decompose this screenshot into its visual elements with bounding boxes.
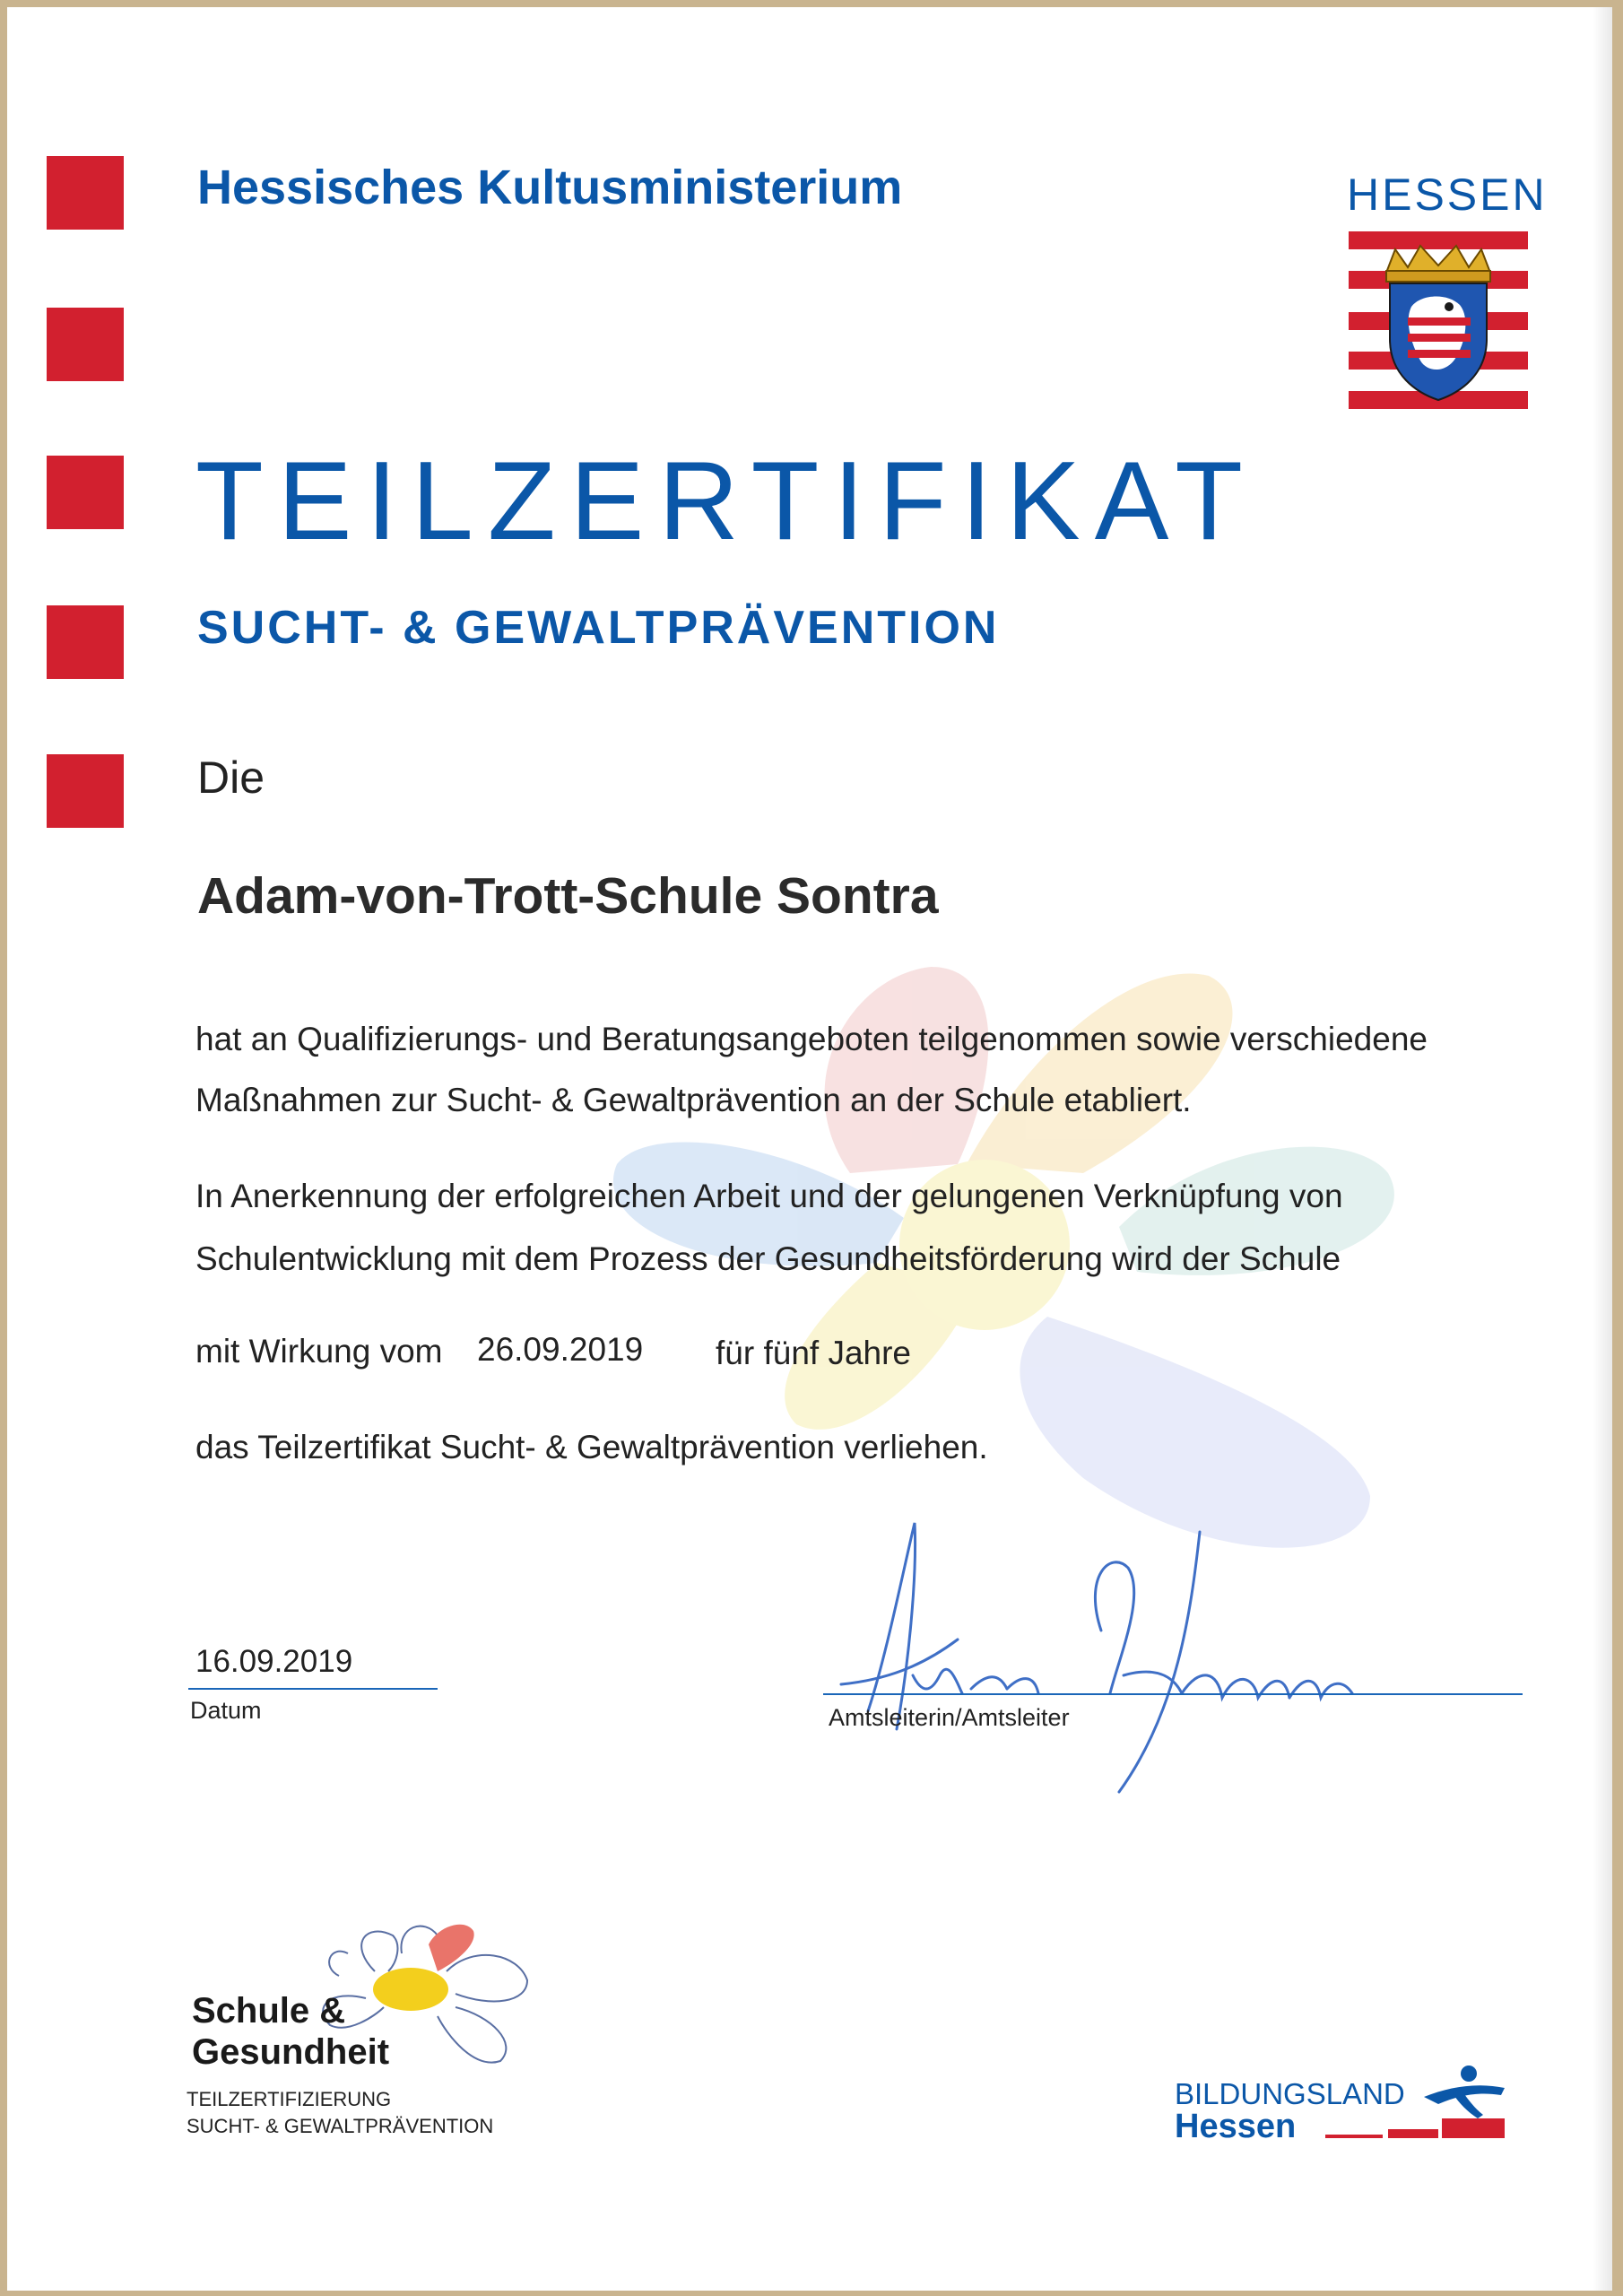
date-line bbox=[188, 1688, 438, 1690]
effective-prefix: mit Wirkung vom bbox=[195, 1333, 443, 1370]
red-square-1 bbox=[47, 156, 124, 230]
hessen-coat-of-arms-icon bbox=[1349, 231, 1528, 409]
logo-sub1: TEILZERTIFIZIERUNG bbox=[187, 2088, 392, 2110]
issue-date: 16.09.2019 bbox=[195, 1644, 353, 1679]
signer-label: Amtsleiterin/Amtsleiter bbox=[829, 1704, 1070, 1731]
red-square-5 bbox=[47, 754, 124, 828]
certificate-sheet bbox=[7, 7, 1612, 2291]
school-name: Adam-von-Trott-Schule Sontra bbox=[197, 867, 939, 925]
red-square-2 bbox=[47, 308, 124, 381]
date-label: Datum bbox=[190, 1697, 262, 1724]
red-square-4 bbox=[47, 605, 124, 679]
paragraph2-line1: In Anerkennung der erfolgreichen Arbeit und der gelungenen Verknüpfung von bbox=[195, 1178, 1343, 1214]
paragraph2-line2: Schulentwicklung mit dem Prozess der Gesundheitsförderung wird der Schule bbox=[195, 1240, 1341, 1277]
hessen-wordmark: HESSEN bbox=[1347, 170, 1548, 220]
signature-line bbox=[823, 1693, 1523, 1695]
ministry-name: Hessisches Kultusministerium bbox=[197, 161, 903, 214]
certificate-subtitle: SUCHT- & GEWALTPRÄVENTION bbox=[197, 602, 1000, 654]
red-square-3 bbox=[47, 456, 124, 529]
bildungsland-line2: Hessen bbox=[1175, 2108, 1297, 2145]
bildungsland-line1: BILDUNGSLAND bbox=[1175, 2077, 1405, 2110]
logo-line1: Schule & bbox=[192, 1991, 346, 2031]
logo-sub2: SUCHT- & GEWALTPRÄVENTION bbox=[187, 2115, 494, 2137]
bildungsland-runner-icon bbox=[1325, 2061, 1523, 2151]
paragraph1-line1: hat an Qualifizierungs- und Beratungsangeboten teilgenommen sowie verschiedene bbox=[195, 1021, 1428, 1057]
handwritten-signature bbox=[814, 1514, 1370, 1801]
effective-date: 26.09.2019 bbox=[477, 1331, 644, 1368]
closing-text: das Teilzertifikat Sucht- & Gewaltprävention verliehen. bbox=[195, 1429, 988, 1465]
article-text: Die bbox=[197, 752, 265, 803]
certificate-title: TEILZERTIFIKAT bbox=[195, 439, 1257, 563]
duration-text: für fünf Jahre bbox=[716, 1335, 912, 1371]
paragraph1-line2: Maßnahmen zur Sucht- & Gewaltprävention an der Schule etabliert. bbox=[195, 1082, 1192, 1118]
logo-line2: Gesundheit bbox=[192, 2032, 390, 2072]
